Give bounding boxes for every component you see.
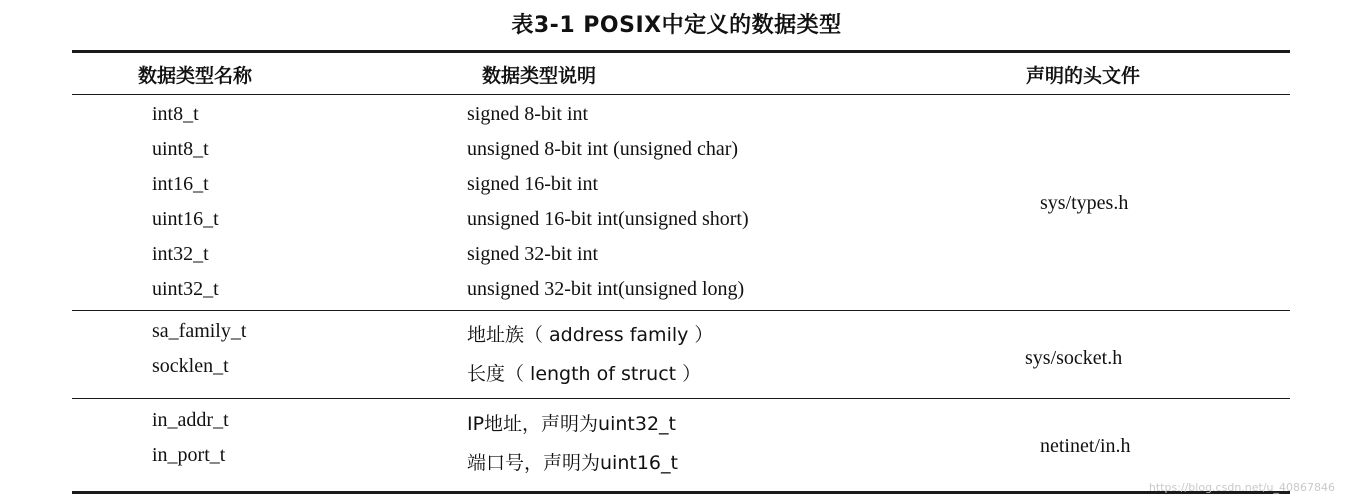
type-name-cell: uint32_t [152, 278, 219, 300]
watermark: https://blog.csdn.net/u_40867846 [1148, 481, 1335, 494]
table-header-row [72, 53, 1290, 94]
column-header-header-file: 声明的头文件 [1026, 65, 1141, 87]
table-row [72, 273, 1290, 308]
type-description-cell: signed 16-bit int [467, 173, 599, 195]
type-description-cell: IP地址，声明为uint32_t [467, 413, 677, 435]
type-description-cell: unsigned 16-bit int(unsigned short) [467, 208, 749, 230]
group-divider [72, 310, 1290, 311]
type-description-cell: 端口号，声明为uint16_t [467, 452, 678, 474]
table-caption: 表3-1 POSIX中定义的数据类型 [511, 13, 842, 38]
header-file-cell: sys/types.h [1040, 192, 1129, 214]
group-netinet-in [72, 404, 1290, 491]
table-row [72, 404, 1290, 439]
type-description-cell: 地址族（ address family ） [467, 324, 714, 346]
type-name-cell: socklen_t [152, 355, 229, 377]
column-header-type-name: 数据类型名称 [138, 65, 253, 87]
type-description-cell: unsigned 32-bit int(unsigned long) [467, 278, 745, 300]
type-description-cell: signed 8-bit int [467, 103, 589, 125]
type-description-cell: signed 32-bit int [467, 243, 599, 265]
header-file-cell: sys/socket.h [1025, 347, 1123, 369]
column-header-type-description: 数据类型说明 [482, 65, 597, 87]
type-name-cell: sa_family_t [152, 320, 247, 342]
header-file-cell: netinet/in.h [1040, 435, 1131, 457]
type-name-cell: uint8_t [152, 138, 209, 160]
group-divider [72, 398, 1290, 399]
type-name-cell: uint16_t [152, 208, 219, 230]
table-row [72, 133, 1290, 168]
type-description-cell: unsigned 8-bit int (unsigned char) [467, 138, 739, 160]
type-name-cell: in_addr_t [152, 409, 229, 431]
header-divider [72, 94, 1290, 95]
table-bottom-rule [72, 491, 1290, 494]
type-name-cell: int8_t [152, 103, 199, 125]
type-description-cell: 长度（ length of struct ） [467, 363, 702, 385]
type-name-cell: int32_t [152, 243, 209, 265]
table-row [72, 98, 1290, 133]
table-row [72, 238, 1290, 273]
posix-types-table [72, 50, 1290, 494]
table-row [72, 315, 1290, 350]
group-sys-types [72, 98, 1290, 310]
type-name-cell: in_port_t [152, 444, 226, 466]
type-name-cell: int16_t [152, 173, 209, 195]
group-sys-socket [72, 315, 1290, 398]
